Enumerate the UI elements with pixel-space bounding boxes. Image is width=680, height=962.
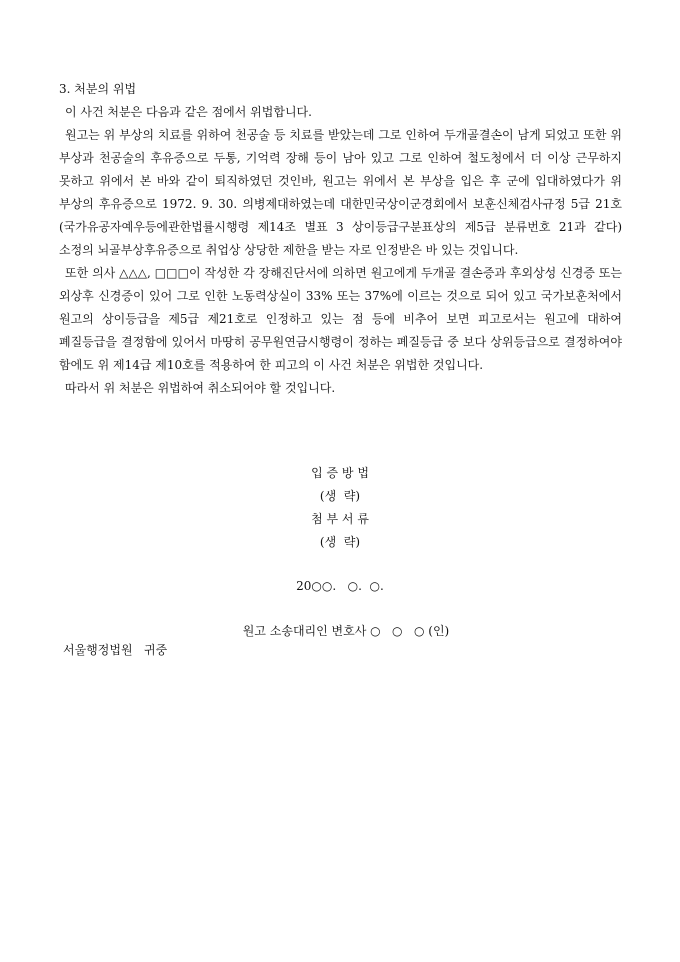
document-body [59, 78, 622, 400]
attachments-title: 첨 부 서 류 [311, 512, 369, 526]
paragraph-conclusion: 따라서 위 처분은 위법하여 취소되어야 할 것입니다. [65, 381, 336, 395]
signature-line: 원고 소송대리인 변호사 ○ ○ ○ (인) [242, 624, 450, 638]
attachments-note: (생 략) [319, 535, 361, 549]
evidence-note: (생 략) [319, 489, 361, 503]
section-intro: 이 사건 처분은 다음과 같은 점에서 위법합니다. [65, 105, 312, 119]
court-addressee: 서울행정법원 귀중 [63, 643, 168, 657]
section-heading: 3. 처분의 위법 [59, 82, 137, 96]
evidence-section [0, 462, 680, 554]
document-date: 20○○. ○. ○. [296, 579, 384, 593]
evidence-title: 입 증 방 법 [311, 466, 369, 480]
paragraph-disability-diagnosis: 또한 의사 △△△, □□□이 작성한 각 장해진단서에 의하면 원고에게 두개골 결손증과 후외상성 신경증 또는 외상후 신경증이 있어 그로 인한 노동력상실이 33% 또는 37%에 이르는 것으로 되어 있고 국가보훈처에서 원고의 상이등급을 제5급 제21호로 인정하고 있는 점 등에 비추어 보면 피고로서는 원고에 대하여 폐질등급을 결정함에 있어서 마땅히 공무원연금시행령이 정하는 폐질등급 중 보다 상위등급으로 결정하여야 함에도 위 제14급 제10호를 적용하여 한 피고의 이 사건 처분은 위법한 것입니다. [59, 266, 622, 372]
paragraph-medical-history: 원고는 위 부상의 치료를 위하여 천공술 등 치료를 받았는데 그로 인하여 두개골결손이 남게 되었고 또한 위 부상과 천공술의 후유증으로 두통, 기억력 장해 등이 남아 있고 그로 인하여 철도청에서 더 이상 근무하지 못하고 위에서 본 바와 같이 퇴직하였던 것인바, 원고는 위에서 본 부상을 입은 후 군에 입대하였다가 위 부상의 후유증으로 1972. 9. 30. 의병제대하였는데 대한민국상이군경회에서 보훈신체검사규정 5급 21호(국가유공자예우등에관한법률시행령 제14조 별표 3 상이등급구분표상의 제5급 분류번호 21과 같다) 소정의 뇌골부상후유증으로 취업상 상당한 제한을 받는 자로 인정받은 바 있는 것입니다. [59, 128, 622, 257]
